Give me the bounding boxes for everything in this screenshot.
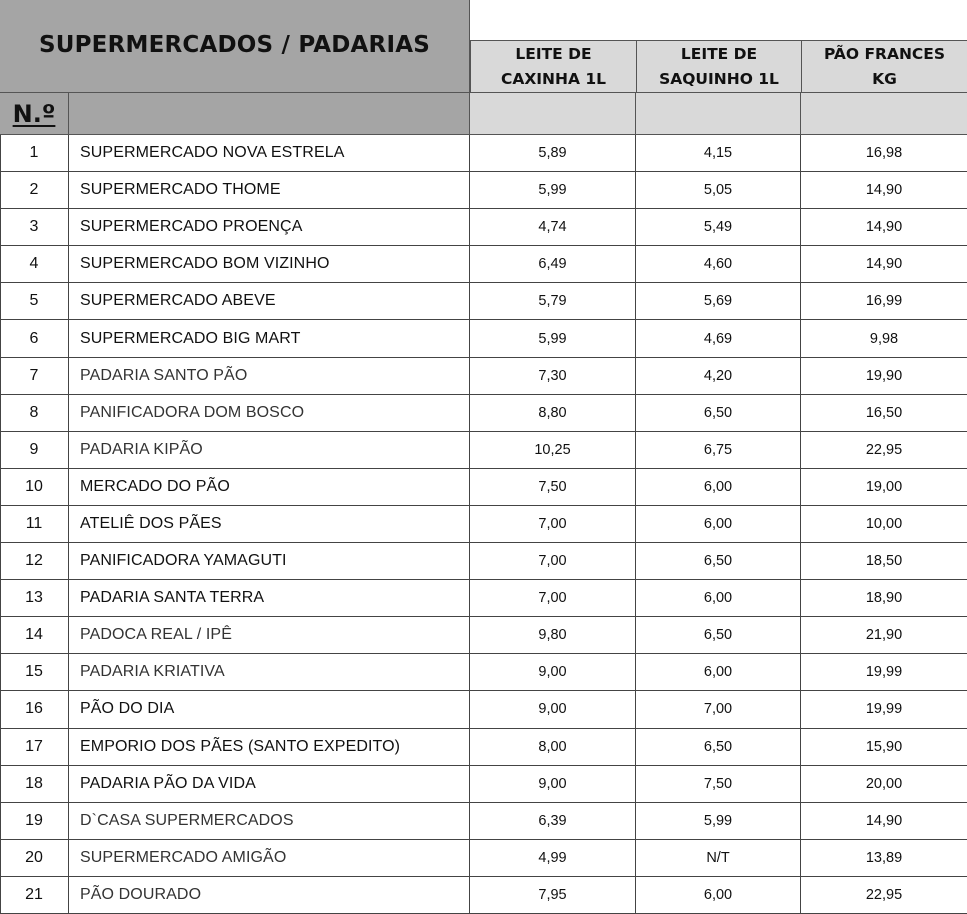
store-name: PANIFICADORA YAMAGUTI bbox=[69, 543, 470, 579]
price-leite-saquinho: 6,00 bbox=[636, 469, 801, 505]
row-number: 8 bbox=[0, 395, 69, 431]
price-pao-frances: 21,90 bbox=[865, 627, 903, 644]
price-leite-caixinha: 9,00 bbox=[470, 691, 636, 727]
row-number: 13 bbox=[0, 580, 69, 616]
store-name: PADARIA SANTO PÃO bbox=[69, 358, 470, 394]
price-leite-saquinho: 5,99 bbox=[636, 803, 801, 839]
subheader-cell bbox=[470, 93, 636, 135]
row-number: 14 bbox=[0, 617, 69, 653]
store-name: EMPORIO DOS PÃES (SANTO EXPEDITO) bbox=[69, 729, 470, 765]
price-pao-frances: 22,95 bbox=[865, 441, 903, 458]
price-leite-saquinho: 5,05 bbox=[636, 172, 801, 208]
price-leite-caixinha: 7,00 bbox=[470, 543, 636, 579]
table-body bbox=[0, 135, 967, 914]
price-pao-frances: 18,50 bbox=[865, 553, 903, 570]
column-header-pao-frances bbox=[801, 40, 967, 93]
price-pao-frances: 10,00 bbox=[865, 515, 903, 532]
table-row bbox=[0, 580, 967, 617]
price-pao-frances: 19,00 bbox=[865, 478, 903, 495]
price-leite-caixinha: 8,80 bbox=[470, 395, 636, 431]
price-pao-frances: 18,90 bbox=[865, 590, 903, 607]
row-number: 21 bbox=[0, 877, 69, 913]
price-pao-frances: 14,90 bbox=[865, 256, 903, 273]
store-name: PADARIA PÃO DA VIDA bbox=[69, 766, 470, 802]
table-row bbox=[0, 320, 967, 357]
price-leite-saquinho: 6,00 bbox=[636, 506, 801, 542]
price-pao-frances: 9,98 bbox=[869, 330, 899, 347]
column-header-leite-caixinha bbox=[470, 40, 636, 93]
price-leite-saquinho: 6,50 bbox=[636, 543, 801, 579]
store-name: SUPERMERCADO THOME bbox=[69, 172, 470, 208]
table-row bbox=[0, 654, 967, 691]
price-pao-frances: 19,90 bbox=[865, 367, 903, 384]
column-header-line: KG bbox=[872, 69, 897, 88]
price-leite-caixinha: 9,80 bbox=[470, 617, 636, 653]
row-number: 5 bbox=[0, 283, 69, 319]
table-row bbox=[0, 506, 967, 543]
table-row bbox=[0, 469, 967, 506]
store-name: PADARIA KIPÃO bbox=[69, 432, 470, 468]
price-leite-saquinho: 7,50 bbox=[636, 766, 801, 802]
price-leite-caixinha: 6,39 bbox=[470, 803, 636, 839]
price-pao-frances: 14,90 bbox=[865, 219, 903, 236]
price-leite-caixinha: 7,95 bbox=[470, 877, 636, 913]
table-row bbox=[0, 172, 967, 209]
price-leite-caixinha: 7,30 bbox=[470, 358, 636, 394]
row-number: 3 bbox=[0, 209, 69, 245]
price-leite-saquinho: 7,00 bbox=[636, 691, 801, 727]
price-leite-saquinho: 4,69 bbox=[636, 320, 801, 356]
price-leite-saquinho: 6,00 bbox=[636, 877, 801, 913]
price-pao-frances: 16,50 bbox=[865, 404, 903, 421]
row-number: 10 bbox=[0, 469, 69, 505]
row-number: 7 bbox=[0, 358, 69, 394]
store-name: SUPERMERCADO AMIGÃO bbox=[69, 840, 470, 876]
row-number: 4 bbox=[0, 246, 69, 282]
price-pao-frances: 16,99 bbox=[865, 293, 903, 310]
number-header-cell bbox=[0, 93, 69, 135]
subheader-cell bbox=[801, 93, 967, 135]
table-row bbox=[0, 803, 967, 840]
column-header-line: SAQUINHO 1L bbox=[659, 69, 779, 88]
price-leite-saquinho: 6,50 bbox=[636, 617, 801, 653]
price-leite-saquinho: 6,00 bbox=[636, 654, 801, 690]
price-pao-frances: 16,98 bbox=[865, 145, 903, 162]
table-row bbox=[0, 877, 967, 914]
price-pao-frances: 19,99 bbox=[865, 664, 903, 681]
price-pao-frances: 20,00 bbox=[865, 775, 903, 792]
price-leite-saquinho: N/T bbox=[636, 840, 801, 876]
store-name: PADARIA KRIATIVA bbox=[69, 654, 470, 690]
price-leite-saquinho: 5,69 bbox=[636, 283, 801, 319]
table-row bbox=[0, 691, 967, 728]
store-name: SUPERMERCADO ABEVE bbox=[69, 283, 470, 319]
row-number: 2 bbox=[0, 172, 69, 208]
price-leite-saquinho: 4,15 bbox=[636, 135, 801, 171]
store-name: D`CASA SUPERMERCADOS bbox=[69, 803, 470, 839]
price-leite-caixinha: 7,00 bbox=[470, 580, 636, 616]
subheader-cell bbox=[636, 93, 801, 135]
table-row bbox=[0, 395, 967, 432]
price-leite-caixinha: 5,89 bbox=[470, 135, 636, 171]
row-number: 1 bbox=[0, 135, 69, 171]
table-title: SUPERMERCADOS / PADARIAS bbox=[38, 32, 430, 58]
price-leite-saquinho: 6,00 bbox=[636, 580, 801, 616]
column-header-line: LEITE DE bbox=[515, 44, 592, 63]
name-subheader-cell bbox=[69, 93, 470, 135]
column-header-line: CAXINHA 1L bbox=[500, 69, 607, 88]
row-number: 12 bbox=[0, 543, 69, 579]
price-leite-saquinho: 4,20 bbox=[636, 358, 801, 394]
table-row bbox=[0, 840, 967, 877]
blank-header-area bbox=[470, 0, 967, 40]
column-header-line: PÃO FRANCES bbox=[823, 44, 946, 63]
row-number: 18 bbox=[0, 766, 69, 802]
store-name: PANIFICADORA DOM BOSCO bbox=[69, 395, 470, 431]
row-number: 19 bbox=[0, 803, 69, 839]
store-name: PADOCA REAL / IPÊ bbox=[69, 617, 470, 653]
row-number: 6 bbox=[0, 320, 69, 356]
store-name: ATELIÊ DOS PÃES bbox=[69, 506, 470, 542]
price-leite-caixinha: 4,74 bbox=[470, 209, 636, 245]
row-number: 20 bbox=[0, 840, 69, 876]
table-row bbox=[0, 729, 967, 766]
price-leite-caixinha: 4,99 bbox=[470, 840, 636, 876]
store-name: MERCADO DO PÃO bbox=[69, 469, 470, 505]
price-leite-saquinho: 5,49 bbox=[636, 209, 801, 245]
price-leite-caixinha: 5,79 bbox=[470, 283, 636, 319]
price-leite-caixinha: 7,00 bbox=[470, 506, 636, 542]
number-header: N.º bbox=[12, 99, 56, 128]
table-row bbox=[0, 432, 967, 469]
price-leite-saquinho: 4,60 bbox=[636, 246, 801, 282]
price-leite-caixinha: 5,99 bbox=[470, 320, 636, 356]
price-leite-saquinho: 6,75 bbox=[636, 432, 801, 468]
price-leite-caixinha: 9,00 bbox=[470, 766, 636, 802]
table-row bbox=[0, 543, 967, 580]
price-leite-saquinho: 6,50 bbox=[636, 395, 801, 431]
price-pao-frances: 14,90 bbox=[865, 812, 903, 829]
price-pao-frances: 19,99 bbox=[865, 701, 903, 718]
price-leite-caixinha: 5,99 bbox=[470, 172, 636, 208]
price-leite-caixinha: 10,25 bbox=[470, 432, 636, 468]
table-row bbox=[0, 246, 967, 283]
table-row bbox=[0, 617, 967, 654]
table-row bbox=[0, 766, 967, 803]
store-name: SUPERMERCADO NOVA ESTRELA bbox=[69, 135, 470, 171]
store-name: SUPERMERCADO PROENÇA bbox=[69, 209, 470, 245]
table-row bbox=[0, 358, 967, 395]
subheader-row bbox=[0, 93, 967, 135]
price-pao-frances: 13,89 bbox=[865, 849, 903, 866]
table-title-cell bbox=[0, 0, 470, 93]
table-row bbox=[0, 283, 967, 320]
row-number: 9 bbox=[0, 432, 69, 468]
table-row bbox=[0, 209, 967, 246]
store-name: SUPERMERCADO BIG MART bbox=[69, 320, 470, 356]
store-name: PÃO DOURADO bbox=[69, 877, 470, 913]
price-leite-saquinho: 6,50 bbox=[636, 729, 801, 765]
table-row bbox=[0, 135, 967, 172]
price-leite-caixinha: 8,00 bbox=[470, 729, 636, 765]
price-pao-frances: 15,90 bbox=[865, 738, 903, 755]
price-leite-caixinha: 6,49 bbox=[470, 246, 636, 282]
row-number: 17 bbox=[0, 729, 69, 765]
store-name: PADARIA SANTA TERRA bbox=[69, 580, 470, 616]
price-leite-caixinha: 9,00 bbox=[470, 654, 636, 690]
price-pao-frances: 22,95 bbox=[865, 886, 903, 903]
row-number: 15 bbox=[0, 654, 69, 690]
row-number: 16 bbox=[0, 691, 69, 727]
store-name: PÃO DO DIA bbox=[69, 691, 470, 727]
price-leite-caixinha: 7,50 bbox=[470, 469, 636, 505]
column-header-line: LEITE DE bbox=[680, 44, 758, 63]
column-header-leite-saquinho bbox=[636, 40, 801, 93]
price-pao-frances: 14,90 bbox=[865, 182, 903, 199]
row-number: 11 bbox=[0, 506, 69, 542]
store-name: SUPERMERCADO BOM VIZINHO bbox=[69, 246, 470, 282]
